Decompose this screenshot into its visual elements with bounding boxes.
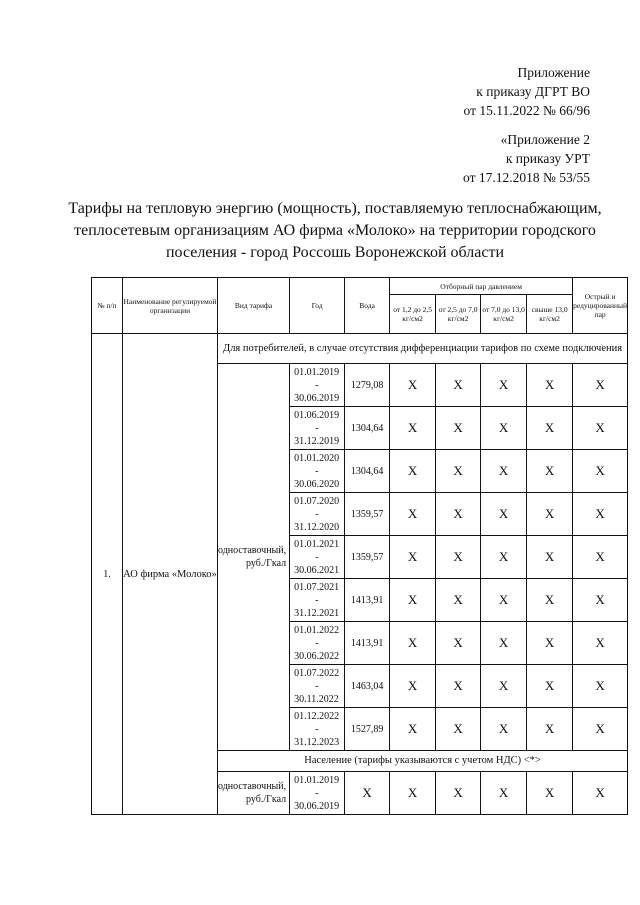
header-steam-group: Отборный пар давлением bbox=[390, 278, 573, 295]
tariff-table bbox=[91, 277, 628, 815]
header-pressure-4: свыше 13,0 кг/см2 bbox=[527, 295, 573, 334]
x-mark: X bbox=[527, 450, 573, 493]
x-mark: X bbox=[573, 622, 628, 665]
x-mark: X bbox=[390, 772, 436, 815]
title-line: теплосетевым организациям АО фирма «Молоко» на территории городского bbox=[74, 222, 596, 239]
document-title bbox=[60, 198, 610, 264]
x-mark: X bbox=[481, 364, 527, 407]
x-mark: X bbox=[527, 622, 573, 665]
annex-line: от 15.11.2022 № 66/96 bbox=[463, 103, 590, 118]
x-mark: X bbox=[436, 622, 481, 665]
x-mark: X bbox=[481, 708, 527, 751]
title-line: поселения - город Россошь Воронежской области bbox=[165, 244, 505, 261]
x-mark: X bbox=[527, 493, 573, 536]
period-sep: - bbox=[315, 551, 319, 563]
period-to: 31.12.2020 bbox=[294, 521, 340, 533]
x-mark: X bbox=[390, 708, 436, 751]
x-mark: X bbox=[481, 536, 527, 579]
x-mark: X bbox=[390, 450, 436, 493]
x-mark: X bbox=[481, 622, 527, 665]
x-mark: X bbox=[481, 579, 527, 622]
period-from: 01.01.2022 bbox=[294, 624, 340, 636]
period-cell bbox=[290, 665, 345, 708]
period-cell bbox=[290, 493, 345, 536]
water-value: 1413,91 bbox=[345, 579, 390, 622]
annex-line: Приложение bbox=[517, 65, 590, 80]
x-mark: X bbox=[345, 772, 390, 815]
water-value: 1304,64 bbox=[345, 450, 390, 493]
x-mark: X bbox=[436, 450, 481, 493]
period-from: 01.07.2022 bbox=[294, 667, 340, 679]
period-cell bbox=[290, 579, 345, 622]
title-line: Тарифы на тепловую энергию (мощность), поставляемую теплоснабжающим, bbox=[68, 200, 602, 217]
x-mark: X bbox=[573, 708, 628, 751]
x-mark: X bbox=[573, 407, 628, 450]
period-sep: - bbox=[315, 680, 319, 692]
x-mark: X bbox=[527, 665, 573, 708]
row-number: 1. bbox=[92, 334, 123, 815]
x-mark: X bbox=[481, 493, 527, 536]
period-to: 31.12.2023 bbox=[294, 736, 340, 748]
x-mark: X bbox=[527, 536, 573, 579]
annex-line: «Приложение 2 bbox=[500, 132, 590, 147]
header-water: Вода bbox=[345, 278, 390, 334]
water-value: 1304,64 bbox=[345, 407, 390, 450]
header-org: Наименование регулируемой организации bbox=[123, 278, 218, 334]
x-mark: X bbox=[436, 493, 481, 536]
period-cell bbox=[290, 450, 345, 493]
section-population: Население (тарифы указываются с учетом НДС) <*> bbox=[218, 751, 628, 772]
period-cell bbox=[290, 364, 345, 407]
header-sharp-steam: Острый и редуцированный пар bbox=[573, 278, 628, 334]
period-from: 01.06.2019 bbox=[294, 409, 340, 421]
x-mark: X bbox=[527, 579, 573, 622]
annex-line: к приказу УРТ bbox=[505, 151, 590, 166]
period-cell bbox=[290, 772, 345, 815]
x-mark: X bbox=[390, 536, 436, 579]
water-value: 1463,04 bbox=[345, 665, 390, 708]
period-sep: - bbox=[315, 594, 319, 606]
x-mark: X bbox=[436, 536, 481, 579]
water-value: 1359,57 bbox=[345, 493, 390, 536]
water-value: 1413,91 bbox=[345, 622, 390, 665]
x-mark: X bbox=[436, 579, 481, 622]
period-to: 30.06.2021 bbox=[294, 564, 340, 576]
x-mark: X bbox=[436, 708, 481, 751]
period-sep: - bbox=[315, 723, 319, 735]
period-from: 01.01.2019 bbox=[294, 774, 340, 786]
org-name: АО фирма «Молоко» bbox=[123, 334, 218, 815]
period-to: 30.06.2019 bbox=[294, 392, 340, 404]
period-from: 01.07.2020 bbox=[294, 495, 340, 507]
annex-line: к приказу ДГРТ ВО bbox=[476, 84, 590, 99]
water-value: 1527,89 bbox=[345, 708, 390, 751]
annex-2-header bbox=[463, 130, 590, 187]
period-sep: - bbox=[315, 787, 319, 799]
header-pressure-2: от 2,5 до 7,0 кг/см2 bbox=[436, 295, 481, 334]
period-from: 01.12.2022 bbox=[294, 710, 340, 722]
period-to: 31.12.2019 bbox=[294, 435, 340, 447]
x-mark: X bbox=[436, 407, 481, 450]
x-mark: X bbox=[527, 407, 573, 450]
period-sep: - bbox=[315, 637, 319, 649]
water-value: 1279,08 bbox=[345, 364, 390, 407]
tariff-kind: одноставочный, руб./Гкал bbox=[218, 772, 290, 815]
x-mark: X bbox=[481, 772, 527, 815]
period-to: 30.06.2022 bbox=[294, 650, 340, 662]
x-mark: X bbox=[390, 579, 436, 622]
header-num: № п/п bbox=[92, 278, 123, 334]
x-mark: X bbox=[573, 665, 628, 708]
x-mark: X bbox=[436, 772, 481, 815]
period-sep: - bbox=[315, 508, 319, 520]
header-pressure-3: от 7,0 до 13,0 кг/см2 bbox=[481, 295, 527, 334]
x-mark: X bbox=[527, 708, 573, 751]
annex-header bbox=[464, 63, 590, 120]
x-mark: X bbox=[390, 622, 436, 665]
period-from: 01.01.2021 bbox=[294, 538, 340, 550]
x-mark: X bbox=[573, 579, 628, 622]
x-mark: X bbox=[390, 665, 436, 708]
x-mark: X bbox=[436, 665, 481, 708]
period-to: 30.11.2022 bbox=[294, 693, 339, 705]
x-mark: X bbox=[481, 450, 527, 493]
period-from: 01.01.2019 bbox=[294, 366, 340, 378]
header-pressure-1: от 1,2 до 2,5 кг/см2 bbox=[390, 295, 436, 334]
period-from: 01.07.2021 bbox=[294, 581, 340, 593]
x-mark: X bbox=[573, 772, 628, 815]
x-mark: X bbox=[436, 364, 481, 407]
period-cell bbox=[290, 708, 345, 751]
period-sep: - bbox=[315, 379, 319, 391]
x-mark: X bbox=[390, 364, 436, 407]
section-consumers: Для потребителей, в случае отсутствия дифференциации тарифов по схеме подключения bbox=[218, 334, 628, 364]
header-year: Год bbox=[290, 278, 345, 334]
header-kind: Вид тарифа bbox=[218, 278, 290, 334]
x-mark: X bbox=[481, 665, 527, 708]
tariff-kind: одноставочный, руб./Гкал bbox=[218, 364, 290, 751]
period-cell bbox=[290, 622, 345, 665]
period-to: 30.06.2020 bbox=[294, 478, 340, 490]
annex-line: от 17.12.2018 № 53/55 bbox=[463, 170, 590, 185]
x-mark: X bbox=[573, 364, 628, 407]
period-cell bbox=[290, 407, 345, 450]
x-mark: X bbox=[527, 364, 573, 407]
x-mark: X bbox=[573, 493, 628, 536]
period-sep: - bbox=[315, 422, 319, 434]
x-mark: X bbox=[573, 536, 628, 579]
period-sep: - bbox=[315, 465, 319, 477]
x-mark: X bbox=[573, 450, 628, 493]
water-value: 1359,57 bbox=[345, 536, 390, 579]
x-mark: X bbox=[390, 493, 436, 536]
x-mark: X bbox=[481, 407, 527, 450]
period-from: 01.01.2020 bbox=[294, 452, 340, 464]
x-mark: X bbox=[527, 772, 573, 815]
period-to: 31.12.2021 bbox=[294, 607, 340, 619]
period-cell bbox=[290, 536, 345, 579]
x-mark: X bbox=[390, 407, 436, 450]
period-to: 30.06.2019 bbox=[294, 800, 340, 812]
